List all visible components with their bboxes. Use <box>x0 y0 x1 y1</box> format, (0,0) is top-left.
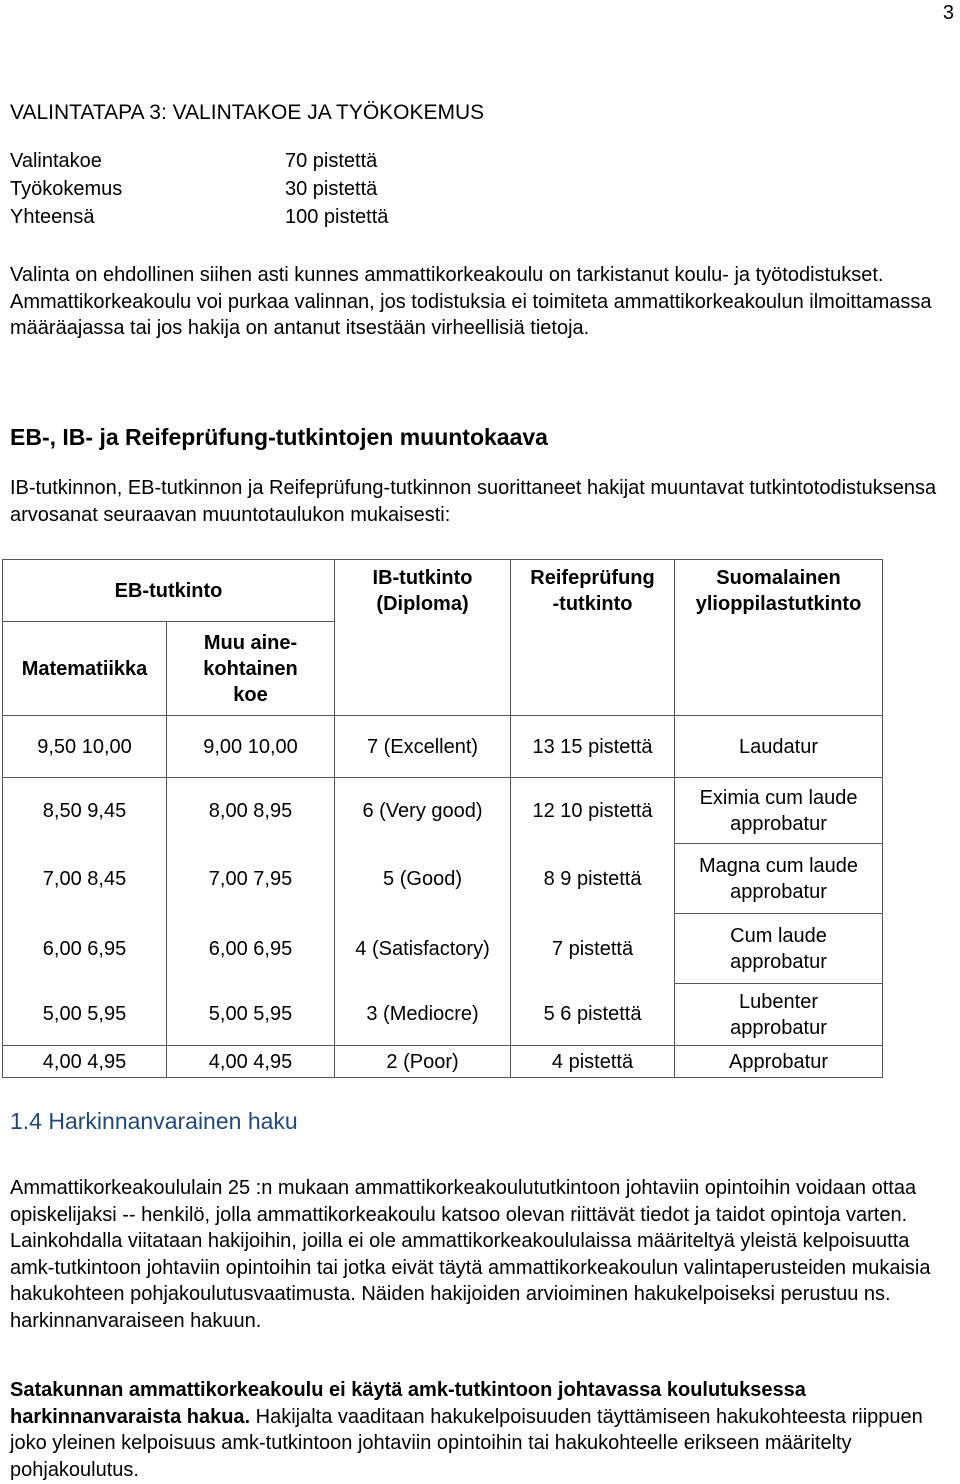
cell-math: 6,00 6,95 <box>3 914 167 984</box>
page-number: 3 <box>942 2 954 24</box>
discretionary-title: 1.4 Harkinnanvarainen haku <box>10 1108 298 1134</box>
cell-finnish <box>675 716 883 778</box>
selection-condition-paragraph: Valinta on ehdollinen siihen asti kunnes ammattikorkeakoulu on tarkistanut koulu- ja työtodistukset. Ammattikorkeakoulu voi purkaa valinnan, jos todistuksia ei toimiteta ammattikorkeakoulun ilmoittamassa määräajassa tai jos hakija on antanut itsestään virheellisiä tietoja. <box>10 264 932 339</box>
cell-finnish-line1: Eximia cum laude <box>699 786 858 809</box>
discretionary-conclusion <box>10 1377 955 1483</box>
cell-other: 4,00 4,95 <box>167 1046 335 1078</box>
cell-math: 7,00 8,45 <box>3 844 167 914</box>
header-math: Matematiikka <box>3 622 167 716</box>
cell-finnish-line2: approbatur <box>730 950 827 973</box>
table-row <box>3 844 883 914</box>
scoring-row <box>10 175 378 203</box>
header-ib-line1: IB-tutkinto <box>372 566 473 589</box>
header-ib-empty <box>335 622 511 716</box>
header-other-line2: kohtainen <box>203 657 298 680</box>
conversion-intro: IB-tutkinnon, EB-tutkinnon ja Reifeprüfung-tutkinnon suorittaneet hakijat muuntavat tutkintotodistuksensa arvosanat seuraavan muuntotaulukon mukaisesti: <box>10 477 937 526</box>
cell-other: 6,00 6,95 <box>167 914 335 984</box>
discretionary-paragraph: Ammattikorkeakoululain 25 :n mukaan ammattikorkeakoulututkintoon johtaviin opintoihin voidaan ottaa opiskelijaksi -- henkilö, jolla ammattikorkeakoulu katsoo olevan riittävät tiedot ja taidot opintoja varten. Lainkohdalla viitataan hakijoihin, joilla ei ole ammattikorkeakoululaissa määriteltyä yleistä kelpoisuutta amk-tutkintoon johtaviin opintoihin tai jotka eivät täytä ammattikorkeakoulun valintaperusteiden mukaisia hakukohteen pohjakoulutusvaatimusta. Näiden hakijoiden arvioiminen hakukelpoiseksi perustuu ns. harkinnanvaraiseen hakuun. <box>10 1177 931 1332</box>
scoring-label: Yhteensä <box>10 206 95 228</box>
header-eb: EB-tutkinto <box>3 560 335 622</box>
header-other-line1: Muu aine- <box>203 631 298 654</box>
table-row <box>3 716 883 778</box>
conversion-title: EB-, IB- ja Reifeprüfung-tutkintojen muuntokaava <box>10 424 548 450</box>
header-finnish-line1: Suomalainen <box>716 566 841 589</box>
cell-math: 8,50 9,45 <box>3 778 167 844</box>
table-row <box>3 778 883 844</box>
cell-finnish-line2: approbatur <box>730 1016 827 1039</box>
header-ib <box>335 560 511 622</box>
cell-finnish-line1: Magna cum laude <box>699 854 858 877</box>
header-finnish-empty <box>675 622 883 716</box>
scoring-list <box>10 147 389 231</box>
cell-finnish-line1: Cum laude <box>730 924 827 947</box>
header-other-line3: koe <box>233 683 268 706</box>
cell-ib: 2 (Poor) <box>335 1046 511 1078</box>
cell-math: 4,00 4,95 <box>3 1046 167 1078</box>
cell-math: 9,50 10,00 <box>3 716 167 778</box>
scoring-value: 100 pistettä <box>285 206 389 228</box>
table-row <box>3 914 883 984</box>
cell-finnish <box>675 914 883 984</box>
cell-reife: 12 10 pistettä <box>511 778 675 844</box>
table-subheader-row <box>3 622 883 716</box>
header-reife <box>511 560 675 622</box>
scoring-row <box>10 203 389 231</box>
header-other-subject <box>167 622 335 716</box>
scoring-row <box>10 147 378 175</box>
table-row <box>3 1046 883 1078</box>
table-row <box>3 984 883 1046</box>
header-reife-empty <box>511 622 675 716</box>
scoring-value: 70 pistettä <box>285 150 378 172</box>
cell-other: 7,00 7,95 <box>167 844 335 914</box>
cell-other: 5,00 5,95 <box>167 984 335 1046</box>
scoring-value: 30 pistettä <box>285 178 378 200</box>
cell-finnish <box>675 1046 883 1078</box>
cell-math: 5,00 5,95 <box>3 984 167 1046</box>
cell-other: 8,00 8,95 <box>167 778 335 844</box>
cell-finnish-line2: approbatur <box>730 812 827 835</box>
cell-ib: 7 (Excellent) <box>335 716 511 778</box>
cell-finnish-line1: Lubenter <box>739 990 818 1013</box>
cell-reife: 4 pistettä <box>511 1046 675 1078</box>
section-title-valintatapa-3: VALINTATAPA 3: VALINTAKOE JA TYÖKOKEMUS <box>10 101 485 124</box>
discretionary-requirements: Hakijalta vaaditaan hakukelpoisuuden täyttämiseen hakukohteesta riippuen joko yleinen kelpoisuus amk-tutkintoon johtaviin opintoihin tai hakukohteelle erikseen määritelty pohjakoulutus. <box>10 1405 923 1481</box>
discretionary-bold-statement: Satakunnan ammattikorkeakoulu ei käytä amk-tutkintoon johtavassa koulutuksessa harkinnanvaraista hakua. <box>10 1379 806 1428</box>
cell-ib: 3 (Mediocre) <box>335 984 511 1046</box>
scoring-label: Valintakoe <box>10 150 102 172</box>
cell-ib: 5 (Good) <box>335 844 511 914</box>
cell-ib: 6 (Very good) <box>335 778 511 844</box>
cell-reife: 13 15 pistettä <box>511 716 675 778</box>
header-reife-line1: Reifeprüfung <box>530 566 655 589</box>
header-finnish <box>675 560 883 622</box>
cell-finnish-line2: approbatur <box>730 880 827 903</box>
conversion-table <box>2 559 883 1078</box>
cell-other: 9,00 10,00 <box>167 716 335 778</box>
table-header-row <box>3 560 883 622</box>
header-finnish-line2: ylioppilastutkinto <box>695 592 862 615</box>
scoring-label: Työkokemus <box>10 178 123 200</box>
cell-finnish-line1: Laudatur <box>739 735 818 758</box>
cell-finnish <box>675 778 883 844</box>
cell-finnish <box>675 984 883 1046</box>
cell-reife: 8 9 pistettä <box>511 844 675 914</box>
cell-reife: 5 6 pistettä <box>511 984 675 1046</box>
header-reife-line2: -tutkinto <box>552 592 633 615</box>
header-ib-line2: (Diploma) <box>376 592 469 615</box>
cell-finnish-line1: Approbatur <box>729 1050 828 1073</box>
cell-ib: 4 (Satisfactory) <box>335 914 511 984</box>
cell-reife: 7 pistettä <box>511 914 675 984</box>
cell-finnish <box>675 844 883 914</box>
